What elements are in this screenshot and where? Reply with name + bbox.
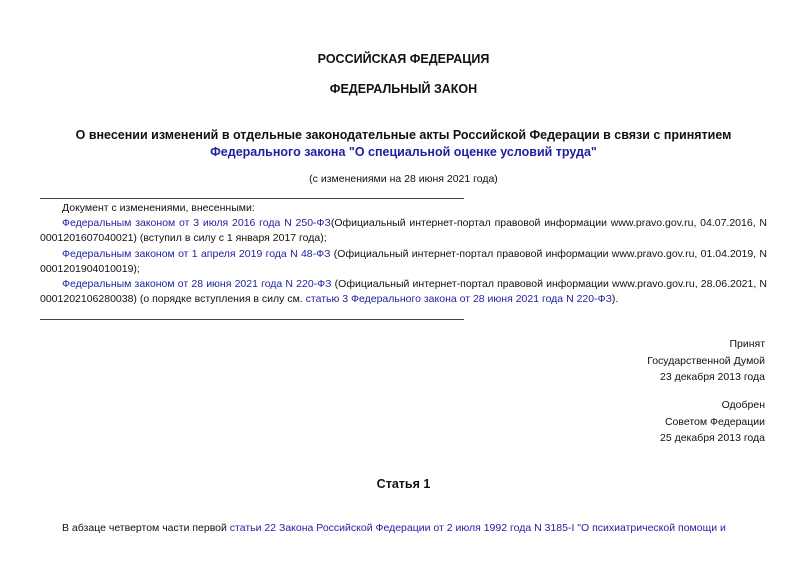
law-title-text: О внесении изменений в отдельные законодательные акты Российской Федерации в связи с принятием	[75, 128, 732, 142]
divider-top	[40, 198, 464, 199]
change-text-1: (Официальный интернет-портал правовой информации www.pravo.gov.ru, 04.07.2016, N 0001201607040021) (вступил в силу с 1 января 2017 года);	[40, 217, 767, 245]
edition-note: (с изменениями на 28 июня 2021 года)	[309, 173, 498, 185]
changes-intro: Документ с изменениями, внесенными:	[62, 202, 255, 214]
article-text	[40, 521, 767, 536]
change-item-1	[40, 216, 767, 246]
approved-line-1: Одобрен	[721, 399, 765, 411]
accepted-block	[647, 336, 765, 386]
country-heading: РОССИЙСКАЯ ФЕДЕРАЦИЯ	[317, 52, 490, 66]
accepted-line-1: Принят	[729, 338, 765, 350]
accepted-line-3: 23 декабря 2013 года	[659, 371, 765, 383]
change-link-1[interactable]: Федеральным законом от 3 июля 2016 года N 250-ФЗ	[62, 217, 331, 230]
accepted-line-2: Государственной Думой	[647, 354, 765, 367]
change-tail-3: ).	[611, 293, 619, 306]
change-link-2[interactable]: Федеральным законом от 1 апреля 2019 года N 48-ФЗ	[62, 247, 331, 260]
change-item-2	[40, 247, 767, 277]
doc-type-heading: ФЕДЕРАЛЬНЫЙ ЗАКОН	[329, 82, 478, 96]
approved-line-2: Советом Федерации	[664, 415, 765, 428]
change-link-3[interactable]: Федеральным законом от 28 июня 2021 года N 220-ФЗ	[62, 278, 332, 291]
approved-block	[660, 397, 765, 447]
divider-bottom	[40, 319, 464, 320]
article-text-start: В абзаце четвертом части первой	[62, 522, 230, 534]
change-item-3	[40, 277, 767, 307]
law-title	[40, 127, 767, 161]
change-link-3b[interactable]: статью 3 Федерального закона от 28 июня 2021 года N 220-ФЗ	[305, 293, 612, 306]
change-text-3: (Официальный интернет-портал правовой информации www.pravo.gov.ru, 28.06.2021, N 0001202106280038) (о порядке вступления в силу см.	[40, 278, 767, 306]
law-title-link[interactable]: Федерального закона "О специальной оценке условий труда"	[210, 145, 597, 159]
article-heading: Статья 1	[376, 477, 431, 491]
article-link[interactable]: статьи 22 Закона Российской Федерации от 2 июля 1992 года N 3185-I "О психиатрической помощи и	[229, 522, 726, 534]
approved-line-3: 25 декабря 2013 года	[659, 432, 765, 444]
change-text-2: (Официальный интернет-портал правовой информации www.pravo.gov.ru, 01.04.2019, N 0001201904010019);	[40, 247, 767, 275]
changes-block	[40, 201, 767, 307]
